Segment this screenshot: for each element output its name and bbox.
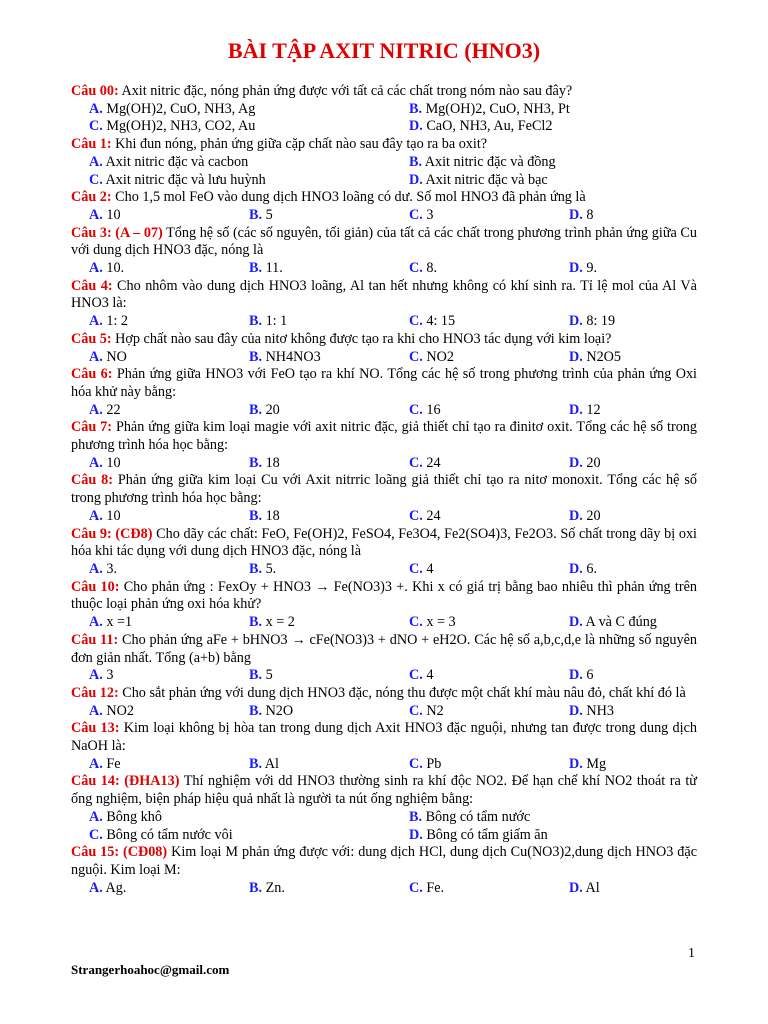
option-text: Axit nitric đặc và bạc bbox=[422, 171, 548, 188]
option-letter: A. bbox=[89, 755, 103, 772]
question-body: Cho dãy các chất: FeO, Fe(OH)2, FeSO4, Fe3O4, Fe2(SO4)3, Fe2O3. Số chất trong dãy bị oxi hóa khi tác dụng với dung dịch HNO3 đặc, nóng là bbox=[71, 525, 697, 560]
answer-options bbox=[71, 880, 697, 898]
option-letter: C. bbox=[409, 260, 423, 277]
option-text: Mg(OH)2, CuO, NH3, Pt bbox=[422, 100, 570, 117]
option-text: 20 bbox=[582, 507, 601, 524]
option-letter: D. bbox=[569, 313, 583, 330]
answer-option bbox=[569, 756, 715, 774]
option-letter: A. bbox=[89, 507, 103, 524]
option-text: A và C đúng bbox=[582, 614, 657, 631]
option-text: N2O5 bbox=[582, 348, 622, 365]
option-letter: A. bbox=[89, 260, 103, 277]
question-body: Axit nitric đặc, nóng phản ứng được với tất cả các chất trong nóm nào sau đây? bbox=[118, 83, 573, 99]
answer-option bbox=[89, 614, 249, 632]
answer-option bbox=[569, 207, 715, 225]
option-letter: D. bbox=[569, 879, 583, 896]
option-letter: D. bbox=[409, 118, 423, 135]
answer-option bbox=[409, 614, 569, 632]
option-letter: D. bbox=[569, 454, 583, 471]
answer-option bbox=[249, 880, 409, 898]
option-letter: C. bbox=[409, 614, 423, 631]
option-text: x = 2 bbox=[262, 614, 295, 631]
option-text: 8. bbox=[422, 260, 437, 277]
option-text: Bông có tẩm nước bbox=[422, 808, 531, 825]
question-text bbox=[71, 419, 697, 454]
option-text: 20 bbox=[262, 401, 280, 418]
option-letter: C. bbox=[409, 454, 423, 471]
answer-option bbox=[409, 703, 569, 721]
option-letter: C. bbox=[409, 401, 423, 418]
answer-options bbox=[71, 614, 697, 632]
option-letter: D. bbox=[569, 206, 583, 223]
question-label: Câu 8: bbox=[71, 472, 113, 489]
question-text bbox=[71, 83, 697, 101]
option-letter: B. bbox=[249, 206, 263, 223]
option-text: Mg(OH)2, CuO, NH3, Ag bbox=[102, 100, 256, 117]
question-body: Tổng hệ số (các số nguyên, tối giản) của tất cả các chất trong phương trình phản ứng giữa Cu với dung dịch HNO3 đặc, nóng là bbox=[71, 224, 697, 259]
answer-options bbox=[71, 809, 697, 844]
option-letter: A. bbox=[89, 313, 103, 330]
question-text bbox=[71, 136, 697, 154]
answer-options bbox=[71, 561, 697, 579]
answer-option bbox=[249, 455, 409, 473]
answer-option bbox=[89, 101, 409, 119]
option-letter: C. bbox=[409, 348, 423, 365]
option-letter: B. bbox=[249, 507, 263, 524]
option-letter: A. bbox=[89, 702, 103, 719]
question-text bbox=[71, 331, 697, 349]
option-letter: B. bbox=[249, 614, 263, 631]
answer-option bbox=[409, 207, 569, 225]
question-text bbox=[71, 225, 697, 260]
question-body: Cho 1,5 mol FeO vào dung dịch HNO3 loãng có dư. Số mol HNO3 đã phản ứng là bbox=[111, 189, 586, 206]
option-letter: B. bbox=[249, 702, 263, 719]
question-label: Câu 1: bbox=[71, 136, 112, 153]
question-label: Câu 4: bbox=[71, 277, 113, 294]
option-letter: C. bbox=[89, 118, 103, 135]
question-text bbox=[71, 278, 697, 313]
option-letter: A. bbox=[89, 454, 103, 471]
answer-option bbox=[89, 260, 249, 278]
question-label: Câu 15: (CĐ08) bbox=[71, 844, 168, 861]
answer-option bbox=[409, 101, 715, 119]
answer-options bbox=[71, 260, 697, 278]
question-text bbox=[71, 526, 697, 561]
answer-option bbox=[89, 402, 249, 420]
answer-option bbox=[569, 455, 715, 473]
option-text: 12 bbox=[582, 401, 601, 418]
answer-option bbox=[249, 561, 409, 579]
question-label: Câu 6: bbox=[71, 366, 113, 383]
answer-option bbox=[249, 402, 409, 420]
answer-option bbox=[569, 703, 715, 721]
answer-option bbox=[569, 402, 715, 420]
question-label: Câu 00: bbox=[71, 83, 119, 99]
question-text bbox=[71, 472, 697, 507]
option-letter: A. bbox=[89, 667, 103, 684]
option-letter: D. bbox=[569, 667, 583, 684]
question-body: Cho sắt phản ứng với dung dịch HNO3 đặc, nóng thu được một chất khí màu nâu đỏ, chất khí đó là bbox=[118, 684, 686, 701]
question-body: Hợp chất nào sau đây của nitơ không được tạo ra khi cho HNO3 tác dụng với kim loại? bbox=[111, 330, 612, 347]
option-letter: D. bbox=[569, 702, 583, 719]
option-text: 4 bbox=[422, 667, 434, 684]
answer-option bbox=[409, 313, 569, 331]
option-text: 8: 19 bbox=[582, 313, 616, 330]
question-text bbox=[71, 773, 697, 808]
question-text bbox=[71, 632, 697, 667]
answer-options bbox=[71, 349, 697, 367]
question-body: Cho phản ứng aFe + bHNO3 → cFe(NO3)3 + dNO + eH2O. Các hệ số a,b,c,d,e là những số nguyên đơn giản nhất. Tổng (a+b) bằng bbox=[71, 631, 697, 666]
answer-option bbox=[569, 313, 715, 331]
option-text: NO2 bbox=[102, 702, 134, 719]
option-text: Ag. bbox=[102, 879, 127, 896]
option-letter: B. bbox=[249, 348, 263, 365]
option-letter: B. bbox=[249, 560, 263, 577]
question-14 bbox=[71, 773, 697, 844]
answer-option bbox=[409, 756, 569, 774]
page-title: BÀI TẬP AXIT NITRIC (HNO3) bbox=[227, 38, 541, 63]
option-letter: A. bbox=[89, 153, 103, 170]
question-9 bbox=[71, 526, 697, 579]
option-text: 1: 2 bbox=[102, 313, 129, 330]
answer-options bbox=[71, 207, 697, 225]
option-letter: C. bbox=[409, 507, 423, 524]
option-text: NO bbox=[102, 348, 127, 365]
answer-option bbox=[89, 172, 409, 190]
answer-options bbox=[71, 313, 697, 331]
answer-option bbox=[249, 756, 409, 774]
question-2 bbox=[71, 189, 697, 224]
option-text: 11. bbox=[262, 260, 283, 277]
option-text: 4 bbox=[422, 560, 434, 577]
question-5 bbox=[71, 331, 697, 366]
answer-option bbox=[249, 614, 409, 632]
question-1 bbox=[71, 136, 697, 189]
question-0 bbox=[71, 83, 697, 136]
option-letter: A. bbox=[89, 206, 103, 223]
answer-option bbox=[89, 667, 249, 685]
option-text: 3 bbox=[102, 667, 114, 684]
question-body: Khi đun nóng, phản ứng giữa cặp chất nào sau đây tạo ra ba oxit? bbox=[111, 136, 488, 153]
question-label: Câu 13: bbox=[71, 720, 120, 737]
option-letter: B. bbox=[249, 667, 263, 684]
option-text: Pb bbox=[422, 755, 442, 772]
question-3 bbox=[71, 225, 697, 278]
option-text: x =1 bbox=[102, 614, 133, 631]
option-letter: A. bbox=[89, 614, 103, 631]
answer-options bbox=[71, 101, 697, 136]
question-6 bbox=[71, 366, 697, 419]
option-letter: B. bbox=[249, 313, 263, 330]
option-letter: C. bbox=[409, 560, 423, 577]
answer-option bbox=[249, 260, 409, 278]
answer-option bbox=[569, 508, 715, 526]
option-letter: B. bbox=[249, 879, 263, 896]
question-15 bbox=[71, 844, 697, 897]
option-text: 3. bbox=[102, 560, 117, 577]
author-email: Strangerhoahoc@gmail.com bbox=[71, 962, 230, 977]
answer-option bbox=[409, 455, 569, 473]
answer-option bbox=[249, 313, 409, 331]
option-letter: D. bbox=[569, 560, 583, 577]
option-text: NH4NO3 bbox=[262, 348, 321, 365]
answer-options bbox=[71, 703, 697, 721]
answer-option bbox=[409, 154, 715, 172]
question-label: Câu 2: bbox=[71, 189, 112, 206]
answer-option bbox=[89, 313, 249, 331]
answer-option bbox=[89, 561, 249, 579]
answer-option bbox=[249, 207, 409, 225]
question-label: Câu 11: bbox=[71, 631, 119, 648]
option-text: 20 bbox=[582, 454, 601, 471]
option-text: x = 3 bbox=[422, 614, 456, 631]
option-text: Mg(OH)2, NH3, CO2, Au bbox=[102, 118, 256, 135]
question-13 bbox=[71, 720, 697, 773]
question-text bbox=[71, 579, 697, 614]
option-text: Fe. bbox=[422, 879, 445, 896]
answer-option bbox=[409, 561, 569, 579]
option-letter: C. bbox=[89, 826, 103, 843]
option-text: 18 bbox=[262, 507, 280, 524]
option-letter: D. bbox=[569, 401, 583, 418]
answer-option bbox=[569, 667, 715, 685]
option-letter: C. bbox=[409, 702, 423, 719]
question-4 bbox=[71, 278, 697, 331]
question-body: Cho nhôm vào dung dịch HNO3 loãng, Al tan hết nhưng không có khí sinh ra. Tỉ lệ mol của Al Và HNO3 là: bbox=[71, 277, 697, 312]
option-text: 4: 15 bbox=[422, 313, 456, 330]
option-text: Fe bbox=[102, 755, 121, 772]
option-text: 10. bbox=[102, 260, 125, 277]
question-text bbox=[71, 720, 697, 755]
option-text: 24 bbox=[422, 454, 441, 471]
option-letter: D. bbox=[409, 171, 423, 188]
option-text: 22 bbox=[102, 401, 121, 418]
option-text: Axit nitric đặc và cacbon bbox=[102, 153, 249, 170]
option-letter: A. bbox=[89, 879, 103, 896]
answer-option bbox=[409, 880, 569, 898]
option-text: NH3 bbox=[582, 702, 614, 719]
option-letter: A. bbox=[89, 401, 103, 418]
answer-option bbox=[89, 455, 249, 473]
answer-option bbox=[569, 614, 715, 632]
question-label: Câu 10: bbox=[71, 578, 120, 595]
question-body: Thí nghiệm với dd HNO3 thường sinh ra khí độc NO2. Để hạn chế khí NO2 thoát ra từ ống nghiệm, biện pháp hiệu quả nhất là người ta nút ống nghiệm bằng: bbox=[71, 773, 697, 808]
question-body: Kim loại không bị hòa tan trong dung dịch Axit HNO3 đặc nguội, nhưng tan được trong dung dịch NaOH là: bbox=[71, 720, 697, 755]
answer-options bbox=[71, 455, 697, 473]
option-letter: B. bbox=[249, 755, 263, 772]
question-label: Câu 12: bbox=[71, 684, 119, 701]
option-text: 5 bbox=[262, 667, 273, 684]
option-text: Bông có tẩm nước vôi bbox=[102, 826, 233, 843]
option-letter: D. bbox=[569, 260, 583, 277]
option-text: Bông có tẩm giấm ăn bbox=[422, 826, 548, 843]
question-label: Câu 7: bbox=[71, 419, 112, 436]
option-text: 6. bbox=[582, 560, 597, 577]
option-letter: C. bbox=[409, 313, 423, 330]
question-text bbox=[71, 189, 697, 207]
option-letter: A. bbox=[89, 100, 103, 117]
answer-option bbox=[569, 880, 715, 898]
option-text: 5 bbox=[262, 206, 273, 223]
option-letter: D. bbox=[569, 755, 583, 772]
option-letter: B. bbox=[249, 401, 263, 418]
answer-options bbox=[71, 154, 697, 189]
answer-option bbox=[409, 667, 569, 685]
option-text: 24 bbox=[422, 507, 441, 524]
option-text: Al bbox=[582, 879, 600, 896]
question-list bbox=[71, 83, 697, 897]
option-letter: D. bbox=[409, 826, 423, 843]
answer-option bbox=[409, 349, 569, 367]
answer-option bbox=[569, 260, 715, 278]
option-letter: B. bbox=[409, 100, 423, 117]
answer-option bbox=[409, 402, 569, 420]
question-7 bbox=[71, 419, 697, 472]
answer-option bbox=[409, 827, 715, 845]
option-letter: C. bbox=[409, 206, 423, 223]
answer-option bbox=[409, 809, 715, 827]
question-body: Cho phản ứng : FexOy + HNO3 → Fe(NO3)3 +. Khi x có giá trị bằng bao nhiêu thì phản ứng trên thuộc loại phản ứng oxi hóa khử? bbox=[71, 578, 697, 613]
option-text: Zn. bbox=[262, 879, 285, 896]
option-text: 10 bbox=[102, 507, 121, 524]
answer-option bbox=[89, 154, 409, 172]
option-text: 3 bbox=[422, 206, 434, 223]
answer-option bbox=[89, 508, 249, 526]
option-letter: B. bbox=[409, 153, 423, 170]
question-12 bbox=[71, 685, 697, 720]
question-text bbox=[71, 844, 697, 879]
option-letter: A. bbox=[89, 560, 103, 577]
option-letter: C. bbox=[409, 755, 423, 772]
question-body: Kim loại M phản ứng được với: dung dịch HCl, dung dịch Cu(NO3)2,dung dịch HNO3 đặc nguội. Kim loại M: bbox=[71, 844, 697, 878]
option-text: 16 bbox=[422, 401, 441, 418]
page-number: 1 bbox=[688, 946, 695, 961]
option-text: 8 bbox=[582, 206, 594, 223]
option-letter: C. bbox=[409, 667, 423, 684]
question-label: Câu 5: bbox=[71, 330, 112, 347]
option-text: CaO, NH3, Au, FeCl2 bbox=[422, 118, 553, 135]
question-label: Câu 3: (A – 07) bbox=[71, 224, 163, 241]
option-text: N2O bbox=[262, 702, 294, 719]
option-letter: D. bbox=[569, 348, 583, 365]
option-text: Al bbox=[262, 755, 279, 772]
answer-option bbox=[89, 880, 249, 898]
option-letter: D. bbox=[569, 507, 583, 524]
answer-option bbox=[89, 809, 409, 827]
question-body: Phản ứng giữa kim loại Cu với Axit nitrric loãng giả thiết chỉ tạo ra nitơ monoxit. Tổng các hệ số trong phương trình hóa học bằng: bbox=[71, 472, 697, 507]
question-label: Câu 14: (ĐHA13) bbox=[71, 773, 180, 790]
answer-option bbox=[409, 508, 569, 526]
option-letter: B. bbox=[249, 260, 263, 277]
option-text: 9. bbox=[582, 260, 597, 277]
option-text: 1: 1 bbox=[262, 313, 288, 330]
answer-option bbox=[89, 207, 249, 225]
option-letter: A. bbox=[89, 348, 103, 365]
question-text bbox=[71, 366, 697, 401]
answer-option bbox=[409, 172, 715, 190]
option-letter: B. bbox=[249, 454, 263, 471]
option-text: N2 bbox=[422, 702, 444, 719]
option-letter: B. bbox=[409, 808, 423, 825]
answer-option bbox=[89, 118, 409, 136]
option-letter: A. bbox=[89, 808, 103, 825]
answer-option bbox=[249, 349, 409, 367]
answer-option bbox=[249, 667, 409, 685]
option-text: Axit nitric đặc và đồng bbox=[422, 153, 556, 170]
option-text: 5. bbox=[262, 560, 277, 577]
answer-options bbox=[71, 508, 697, 526]
answer-options bbox=[71, 756, 697, 774]
option-text: Axit nitric đặc và lưu huỳnh bbox=[102, 171, 266, 188]
answer-options bbox=[71, 667, 697, 685]
answer-option bbox=[89, 756, 249, 774]
option-text: Bông khô bbox=[102, 808, 162, 825]
answer-option bbox=[569, 561, 715, 579]
option-text: 10 bbox=[102, 206, 121, 223]
answer-options bbox=[71, 402, 697, 420]
answer-option bbox=[249, 703, 409, 721]
option-text: Mg bbox=[582, 755, 607, 772]
question-8 bbox=[71, 472, 697, 525]
question-body: Phản ứng giữa kim loại magie với axit nitric đặc, giả thiết chỉ tạo ra đinitơ oxit. Tổng các hệ số trong phương trình hóa học bằng: bbox=[71, 419, 697, 454]
option-text: 10 bbox=[102, 454, 121, 471]
question-label: Câu 9: (CĐ8) bbox=[71, 525, 153, 542]
question-10 bbox=[71, 579, 697, 632]
answer-option bbox=[89, 703, 249, 721]
answer-option bbox=[409, 118, 715, 136]
answer-option bbox=[89, 827, 409, 845]
option-text: NO2 bbox=[422, 348, 454, 365]
option-letter: C. bbox=[409, 879, 423, 896]
question-body: Phản ứng giữa HNO3 với FeO tạo ra khí NO. Tổng các hệ số trong phương trình của phản ứng Oxi hóa khử này bằng: bbox=[71, 366, 697, 400]
option-text: 18 bbox=[262, 454, 280, 471]
option-text: 6 bbox=[582, 667, 594, 684]
question-text bbox=[71, 685, 697, 703]
option-letter: D. bbox=[569, 614, 583, 631]
answer-option bbox=[89, 349, 249, 367]
answer-option bbox=[409, 260, 569, 278]
answer-option bbox=[569, 349, 715, 367]
question-11 bbox=[71, 632, 697, 685]
option-letter: C. bbox=[89, 171, 103, 188]
answer-option bbox=[249, 508, 409, 526]
